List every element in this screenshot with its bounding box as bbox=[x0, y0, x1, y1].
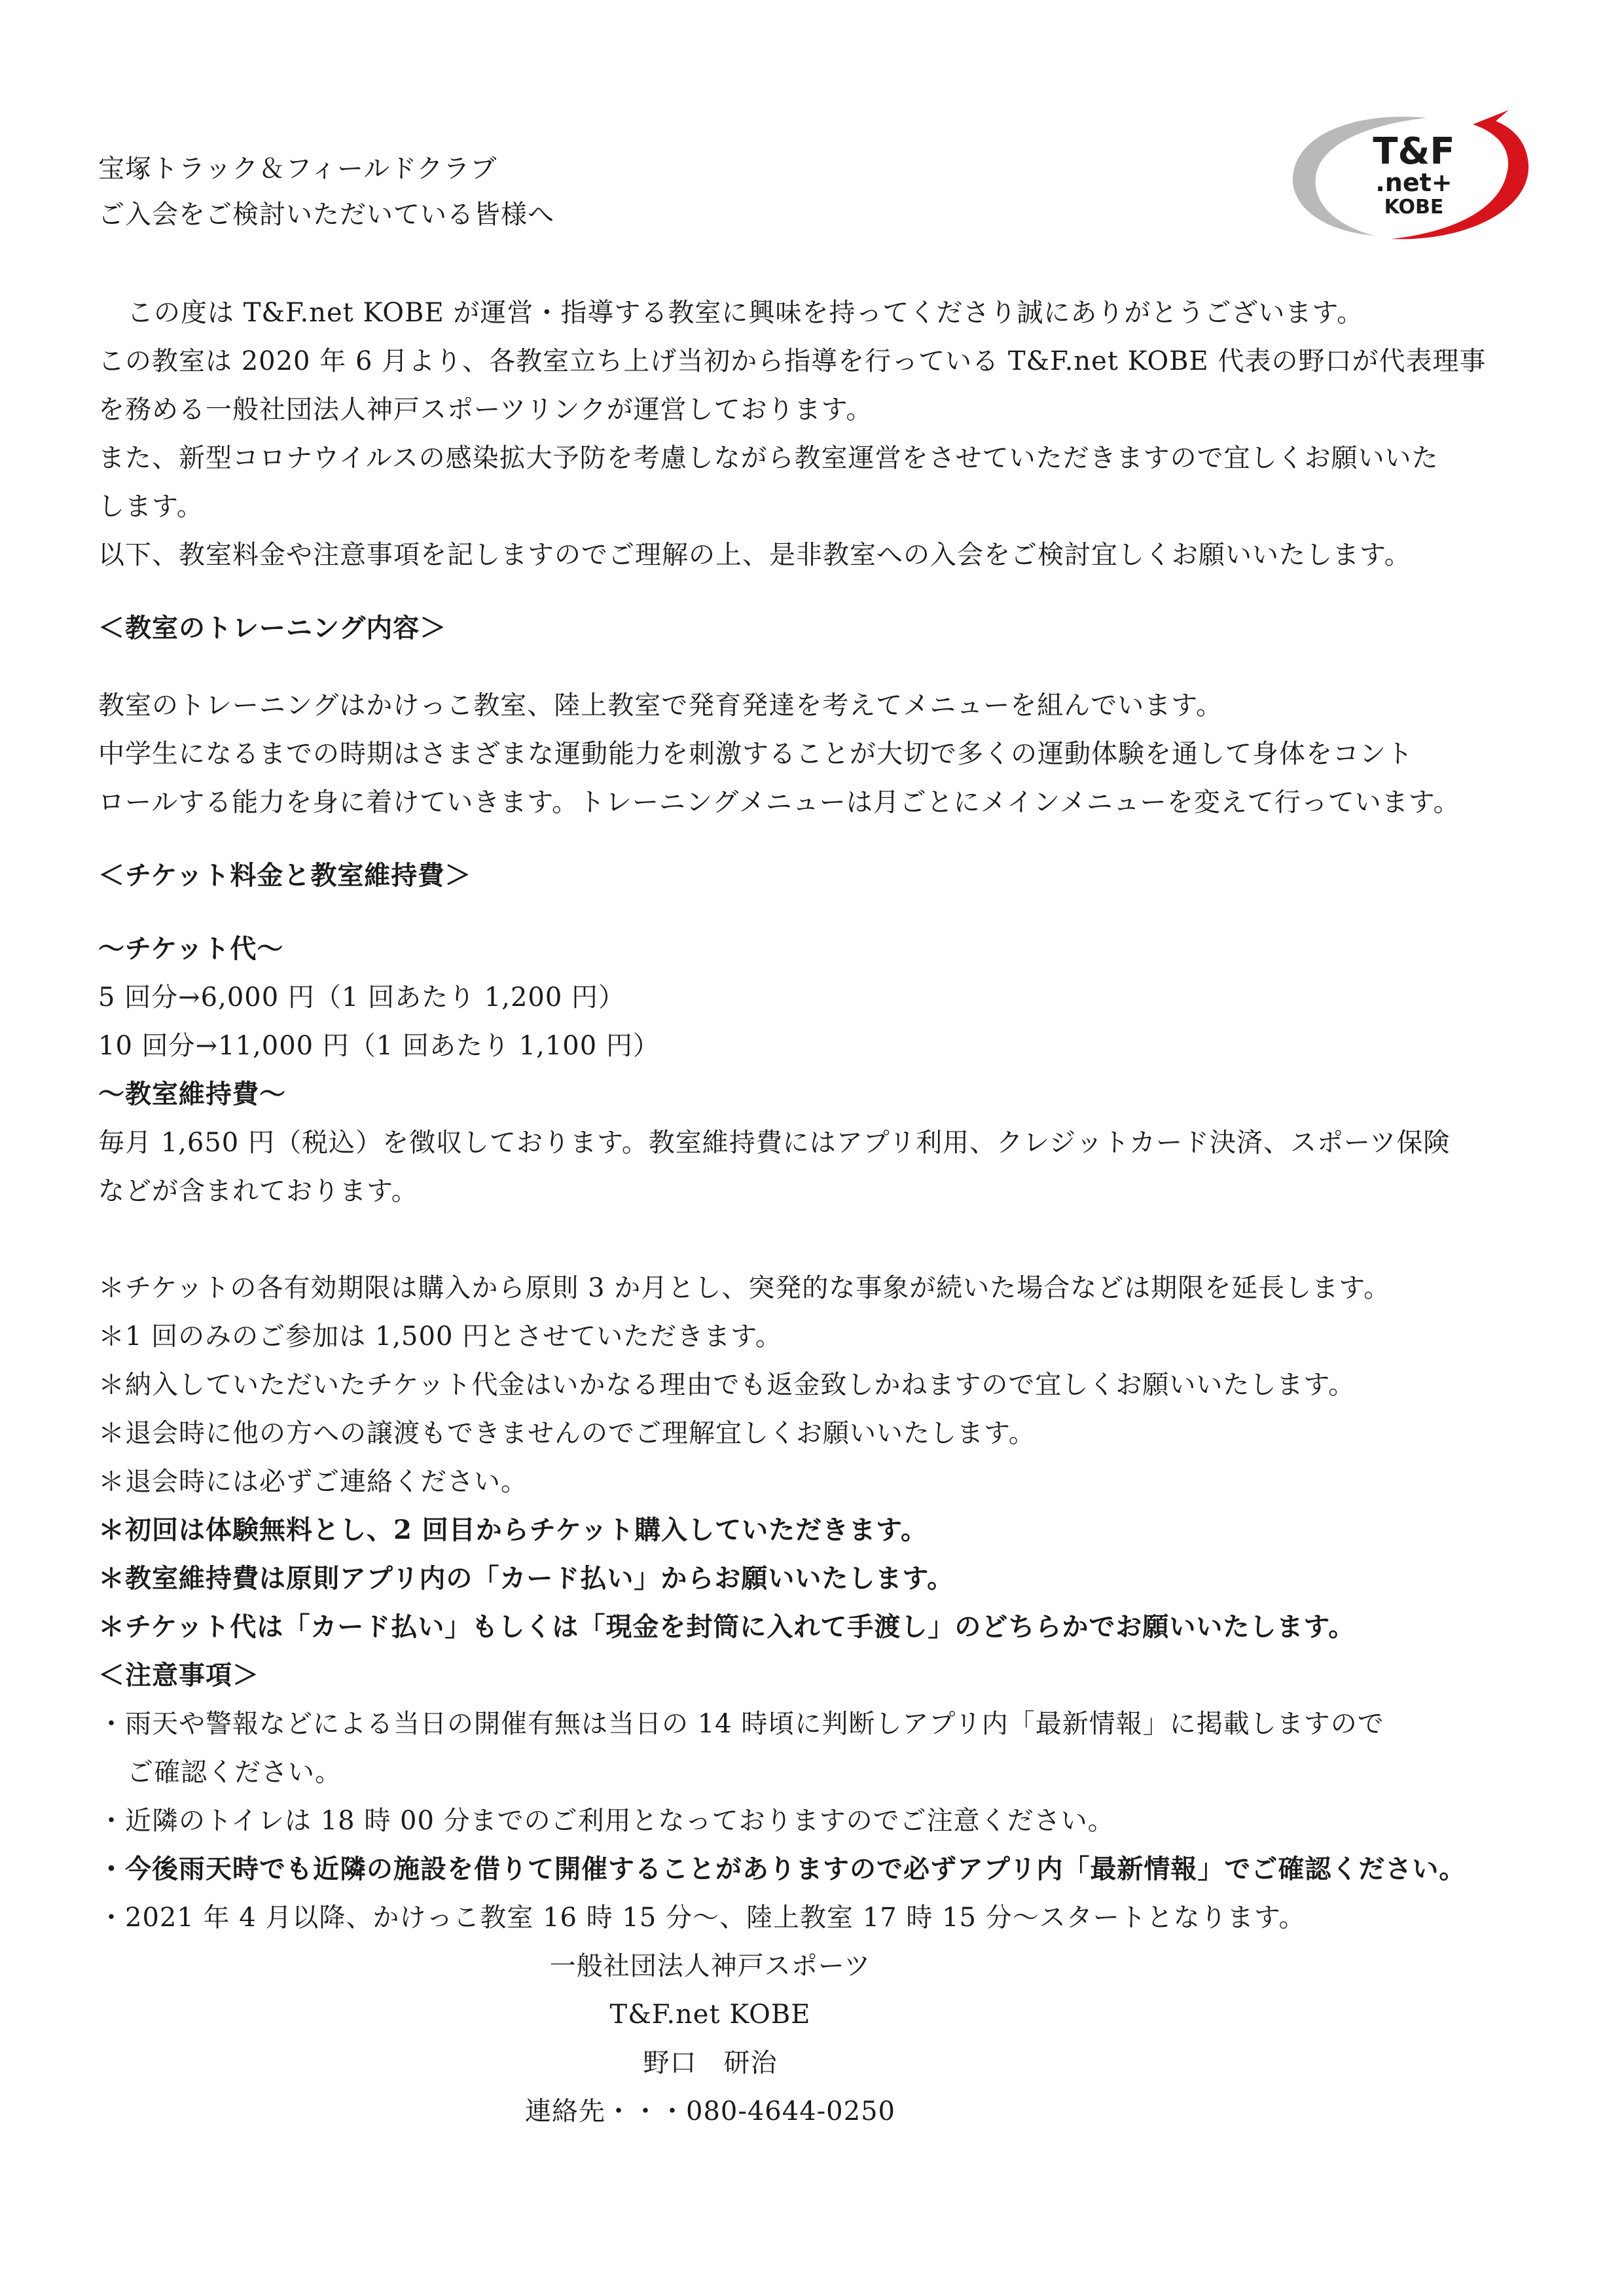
note-item: ＊退会時に他の方への譲渡もできませんのでご理解宜しくお願いいたします。 bbox=[98, 1418, 1036, 1448]
note-item: ＊退会時には必ずご連絡ください。 bbox=[98, 1467, 528, 1497]
maintenance-line: などが含まれております。 bbox=[98, 1176, 418, 1206]
footer-org: 一般社団法人神戸スポーツ bbox=[549, 1951, 871, 1981]
header-club: 宝塚トラック＆フィールドクラブ bbox=[98, 154, 497, 184]
training-line: 教室のトレーニングはかけっこ教室、陸上教室で発育発達を考えてメニューを組んでいます。 bbox=[98, 691, 1223, 721]
logo-line1: T&F bbox=[1373, 130, 1455, 173]
bold-note-item: ＊教室維持費は原則アプリ内の「カード払い」からお願いいたします。 bbox=[98, 1563, 954, 1594]
intro-line: します。 bbox=[98, 492, 204, 522]
training-line: ロールする能力を身に着けていきます。トレーニングメニューは月ごとにメインメニューを変えて行っています。 bbox=[98, 787, 1460, 817]
bold-note-item: ＊チケット代は「カード払い」もしくは「現金を封筒に入れて手渡し」のどちらかでお願いいたします。 bbox=[98, 1611, 1356, 1642]
intro-line: また、新型コロナウイルスの感染拡大予防を考慮しながら教室運営をさせていただきますので宜しくお願いいた bbox=[98, 443, 1439, 473]
note-item: ＊納入していただいたチケット代金はいかなる理由でも返金致しかねますので宜しくお願いいたします。 bbox=[98, 1370, 1356, 1400]
logo-line3: KOBE bbox=[1384, 196, 1444, 219]
footer-brand: T&F.net KOBE bbox=[609, 2000, 811, 2030]
training-heading: ＜教室のトレーニング内容＞ bbox=[98, 613, 447, 643]
fees-heading: ＜チケット料金と教室維持費＞ bbox=[98, 860, 472, 891]
caution-item: ・雨天や警報などによる当日の開催有無は当日の 14 時頃に判断しアプリ内「最新情報」に掲載しますので bbox=[98, 1709, 1384, 1739]
logo-line2: .net+ bbox=[1375, 168, 1453, 197]
caution-item: ・2021 年 4 月以降、かけっこ教室 16 時 15 分～、陸上教室 17 時 15 分～スタートとなります。 bbox=[98, 1903, 1306, 1933]
footer-contact: 連絡先・・・080-4644-0250 bbox=[525, 2096, 895, 2126]
document-page bbox=[98, 0, 1538, 2296]
caution-item: ・近隣のトイレは 18 時 00 分までのご利用となっておりますのでご注意ください。 bbox=[98, 1806, 1115, 1836]
intro-line: を務める一般社団法人神戸スポーツリンクが運営しております。 bbox=[98, 395, 873, 425]
bold-note-item: ＊初回は体験無料とし、2 回目からチケット購入していただきます。 bbox=[98, 1515, 928, 1545]
intro-line: 以下、教室料金や注意事項を記しますのでご理解の上、是非教室への入会をご検討宜しくお願いいたします。 bbox=[98, 540, 1411, 570]
caution-heading: ＜注意事項＞ bbox=[98, 1660, 259, 1691]
maintenance-heading: ～教室維持費～ bbox=[98, 1079, 286, 1109]
ticket-heading: ～チケット代～ bbox=[98, 933, 284, 964]
maintenance-line: 毎月 1,650 円（税込）を徴収しております。教室維持費にはアプリ利用、クレジットカード決済、スポーツ保険 bbox=[98, 1128, 1451, 1158]
ticket-10: 10 回分→11,000 円（1 回あたり 1,100 円） bbox=[98, 1031, 660, 1061]
caution-item-bold: ・今後雨天時でも近隣の施設を借りて開催することがありますので必ずアプリ内「最新情報」でご確認ください。 bbox=[98, 1854, 1466, 1884]
header-greeting: ご入会をご検討いただいている皆様へ bbox=[98, 200, 554, 230]
ticket-5: 5 回分→6,000 円（1 回あたり 1,200 円） bbox=[98, 982, 626, 1013]
intro-line: この度は T&F.net KOBE が運営・指導する教室に興味を持ってくださり誠にありがとうございます。 bbox=[127, 298, 1364, 328]
training-line: 中学生になるまでの時期はさまざまな運動能力を刺激することが大切で多くの運動体験を通して身体をコント bbox=[98, 739, 1413, 769]
intro-line: この教室は 2020 年 6 月より、各教室立ち上げ当初から指導を行っている T&F.net KOBE 代表の野口が代表理事 bbox=[98, 346, 1487, 376]
footer-name: 野口 研治 bbox=[643, 2048, 778, 2078]
caution-item-continued: ご確認ください。 bbox=[127, 1757, 342, 1787]
note-item: ＊チケットの各有効期限は購入から原則 3 か月とし、突発的な事象が続いた場合などは期限を延長します。 bbox=[98, 1273, 1391, 1303]
note-item: ＊1 回のみのご参加は 1,500 円とさせていただきます。 bbox=[98, 1321, 782, 1352]
